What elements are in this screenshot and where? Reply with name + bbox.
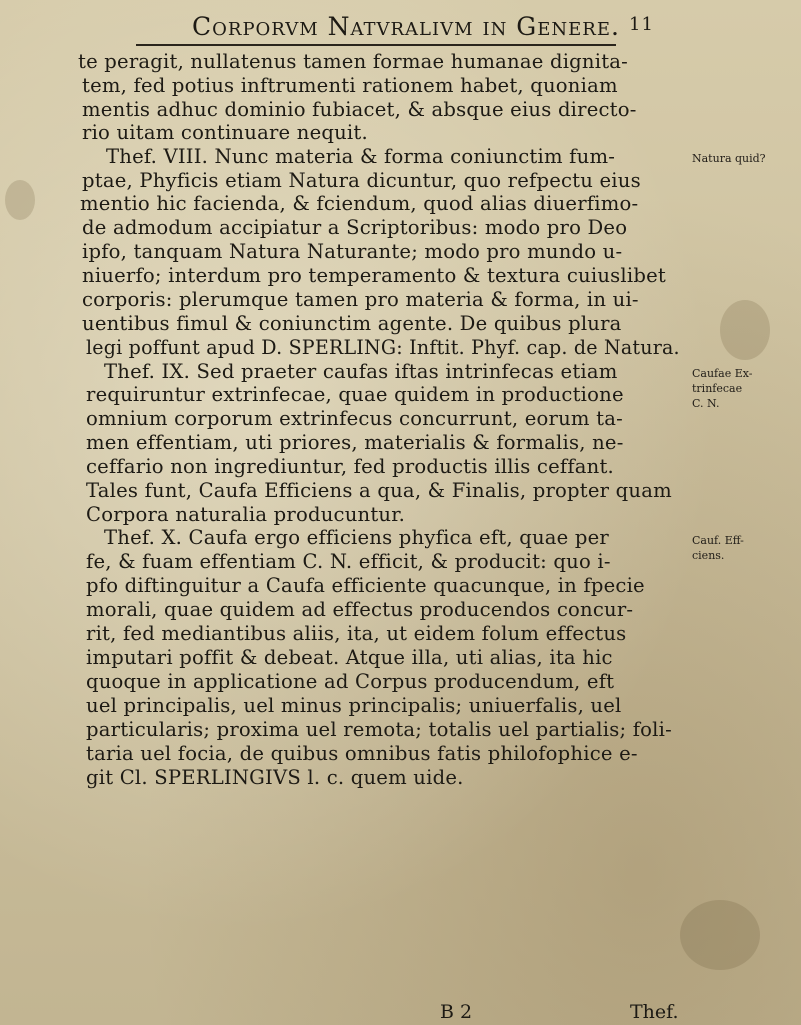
margin-note-causae: C. N. xyxy=(692,397,720,410)
margin-note-natura: Natura quid? xyxy=(692,152,766,165)
text-line: te peragit, nullatenus tamen formae humanae dignita- xyxy=(78,50,628,73)
text-line: rit, fed mediantibus aliis, ita, ut eidem folum effectus xyxy=(86,622,627,645)
text-line: imputari poffit & debeat. Atque illa, uti alias, ita hic xyxy=(86,646,613,669)
text-line: uel principalis, uel minus principalis; uniuerfalis, uel xyxy=(86,694,622,717)
text-line: fe, & fuam effentiam C. N. efficit, & producit: quo i- xyxy=(86,550,611,573)
paper-stain xyxy=(5,180,35,220)
text-line: taria uel focia, de quibus omnibus fatis philofophice e- xyxy=(86,742,638,765)
header-rule xyxy=(136,44,616,46)
text-line: corporis: plerumque tamen pro materia & forma, in ui- xyxy=(82,288,639,311)
text-line: ipfo, tanquam Natura Naturante; modo pro mundo u- xyxy=(82,240,623,263)
signature-mark: B 2 xyxy=(440,1001,473,1023)
text-line: mentis adhuc dominio fubiacet, & absque eius directo- xyxy=(82,98,637,121)
text-line: git Cl. SPERLINGIVS l. c. quem uide. xyxy=(86,766,464,789)
text-line: morali, quae quidem ad effectus producendos concur- xyxy=(86,598,634,621)
paper-stain xyxy=(680,900,760,970)
text-line: Tales funt, Caufa Efficiens a qua, & Finalis, propter quam xyxy=(86,479,672,502)
text-line: quoque in applicatione ad Corpus producendum, eft xyxy=(86,670,615,693)
running-header xyxy=(42,10,702,40)
text-line: ptae, Phyficis etiam Natura dicuntur, quo refpectu eius xyxy=(82,169,641,192)
text-line: ceffario non ingrediuntur, fed productis illis ceffant. xyxy=(86,455,614,478)
text-line: Thef. X. Caufa ergo efficiens phyfica eft, quae per xyxy=(104,526,609,549)
text-line: Thef. IX. Sed praeter caufas iftas intrinfecas etiam xyxy=(104,360,618,383)
margin-note-efficiens: Cauf. Eff- xyxy=(692,534,744,547)
text-line: tem, fed potius inftrumenti rationem habet, quoniam xyxy=(82,74,618,97)
text-line: mentio hic facienda, & fciendum, quod alias diuerfimo- xyxy=(80,192,639,215)
text-line: Corpora naturalia producuntur. xyxy=(86,503,406,526)
text-line: omnium corporum extrinfecus concurrunt, eorum ta- xyxy=(86,407,623,430)
text-line: de admodum accipiatur a Scriptoribus: modo pro Deo xyxy=(82,216,628,239)
margin-note-causae: Caufae Ex- xyxy=(692,367,753,380)
text-line: rio uitam continuare nequit. xyxy=(82,121,368,144)
running-title: Corporvm Natvralivm in Genere. xyxy=(192,12,620,41)
text-line: pfo diftinguitur a Caufa efficiente quacunque, in fpecie xyxy=(86,574,645,597)
text-line: requiruntur extrinfecae, quae quidem in productione xyxy=(86,383,624,406)
text-line: uentibus fimul & coniunctim agente. De quibus plura xyxy=(82,312,622,335)
text-line: niuerfo; interdum pro temperamento & textura cuiuslibet xyxy=(82,264,666,287)
paper-stain xyxy=(720,300,770,360)
text-line: particularis; proxima uel remota; totalis uel partialis; foli- xyxy=(86,718,672,741)
text-line: men effentiam, uti priores, materialis & formalis, ne- xyxy=(86,431,624,454)
catchword: Thef. xyxy=(630,1001,679,1023)
margin-note-efficiens: ciens. xyxy=(692,549,725,562)
page-mark: 11 xyxy=(629,14,654,35)
text-line: legi poffunt apud D. SPERLING: Inftit. Phyf. cap. de Natura. xyxy=(86,336,680,359)
text-line: Thef. VIII. Nunc materia & forma coniunctim fum- xyxy=(106,145,616,168)
margin-note-causae: trinfecae xyxy=(692,382,743,395)
